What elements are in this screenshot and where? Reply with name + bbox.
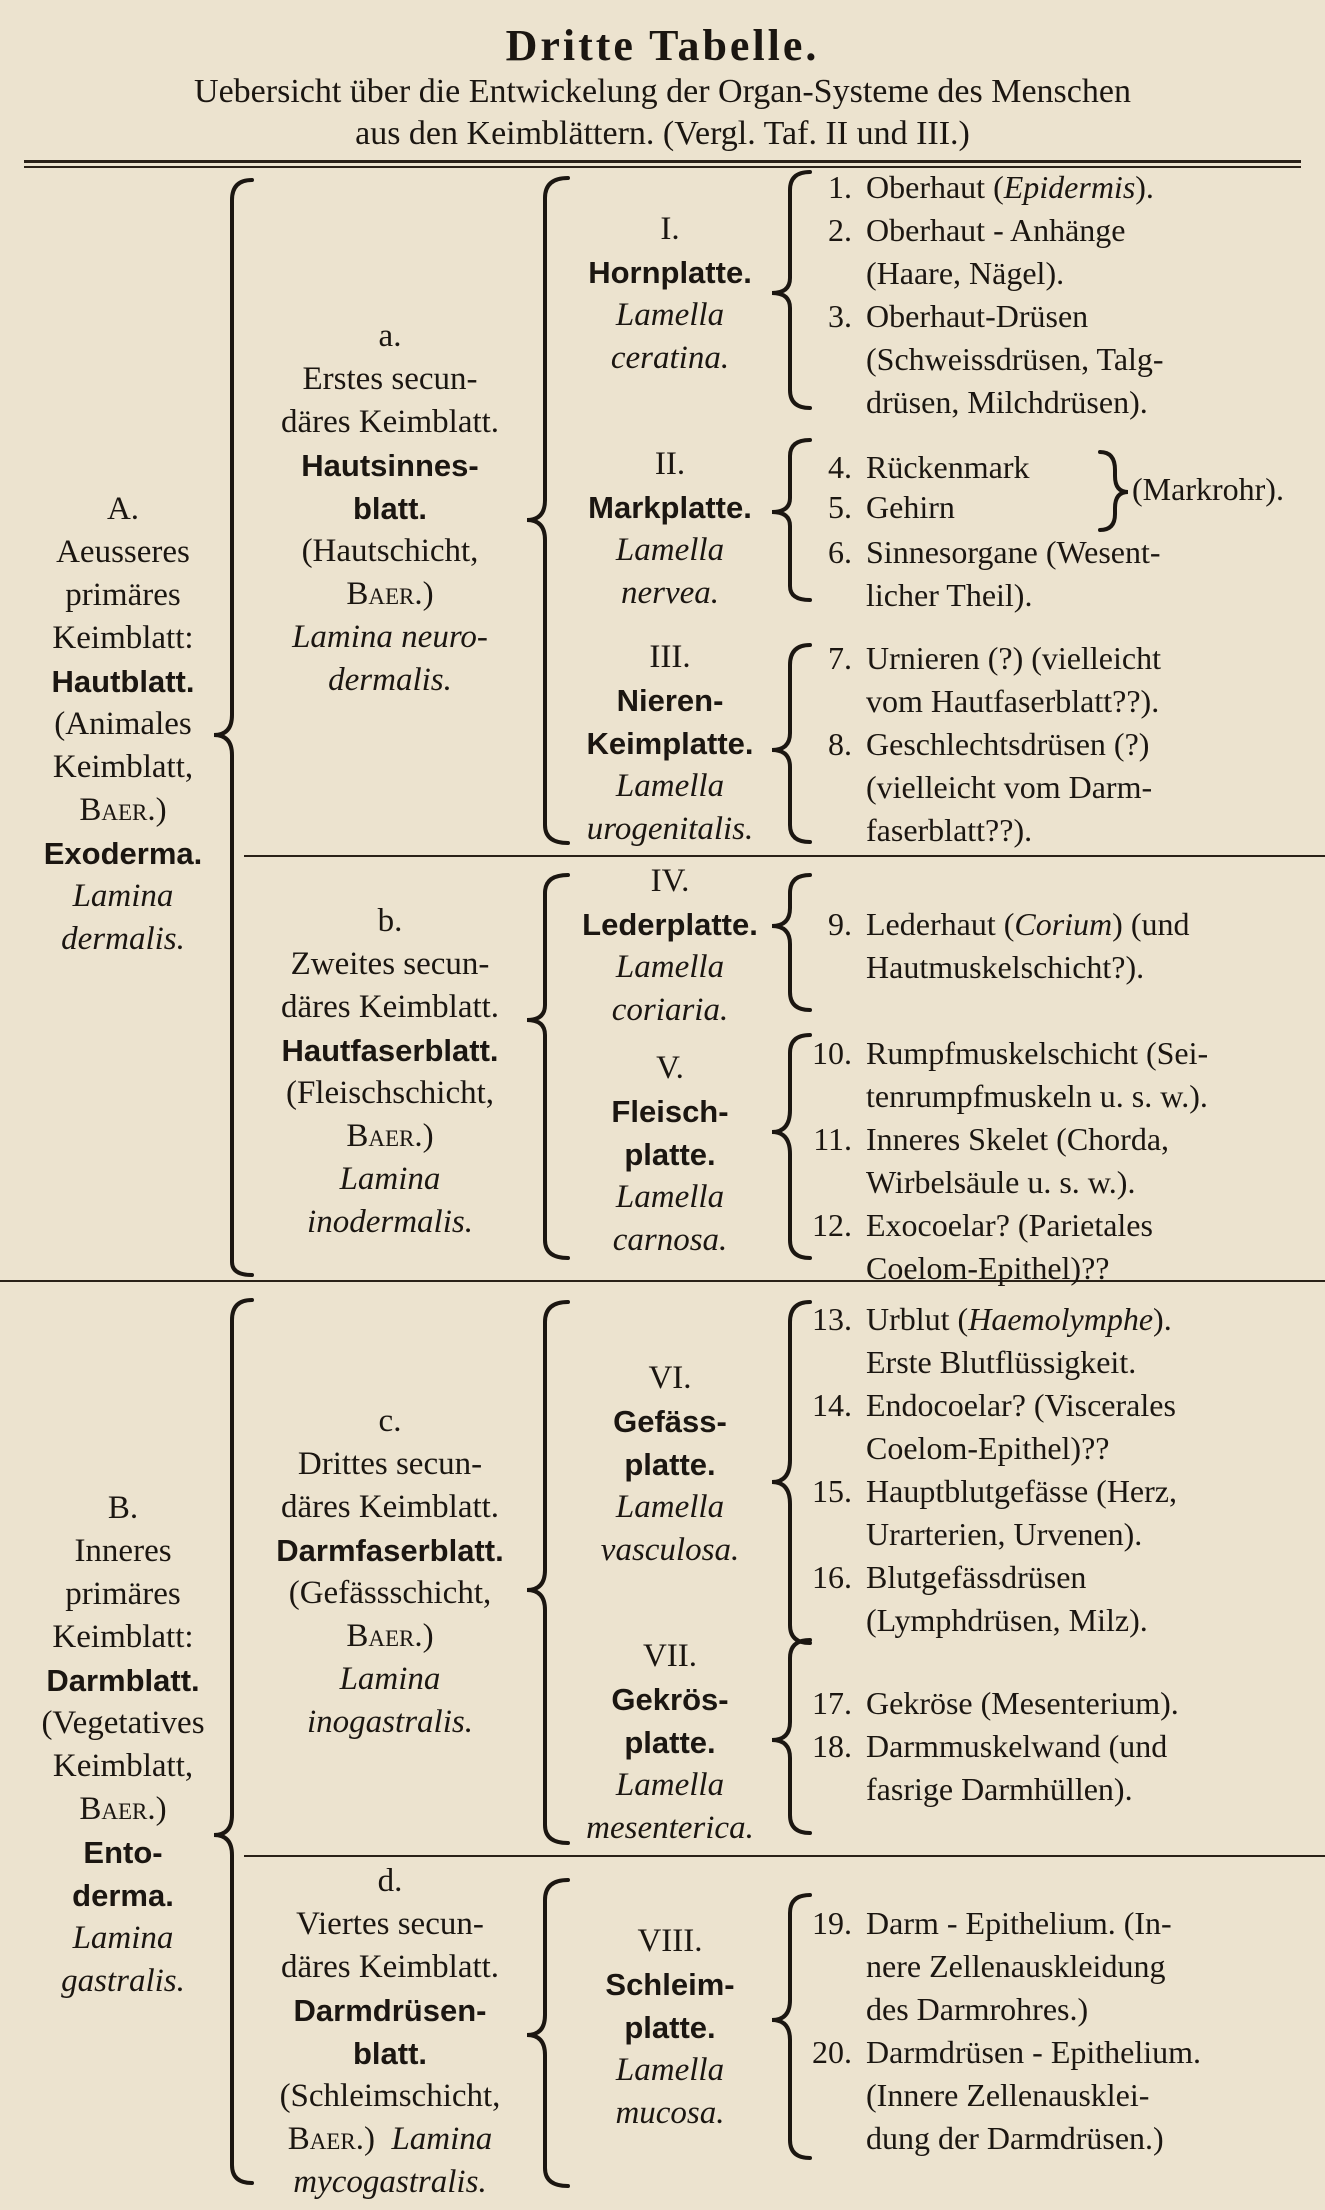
plate-3: III. Nieren- Keimplatte. Lamella urogenitalis.	[586, 639, 754, 847]
list-item: 19. Darm - Epithelium. (In- nere Zellenauskleidung des Darmrohres.)	[812, 1905, 1172, 2027]
list-item: 9. Lederhaut (Corium) (und Hautmuskelschicht?).	[828, 906, 1190, 985]
list-item: 5. Gehirn	[828, 489, 955, 525]
list-item: 20. Darmdrüsen - Epithelium. (Innere Zellenausklei- dung der Darmdrüsen.)	[812, 2034, 1202, 2156]
plate-6: VI. Gefäss- platte. Lamella vasculosa.	[600, 1360, 740, 1568]
plate-1: I. Hornplatte. Lamella ceratina.	[588, 211, 752, 376]
plate-5: V. Fleisch- platte. Lamella carnosa.	[611, 1050, 729, 1258]
list-item: 2. Oberhaut - Anhänge (Haare, Nägel).	[828, 212, 1126, 291]
list-item: 10. Rumpfmuskelschicht (Sei- tenrumpfmuskeln u. s. w.).	[812, 1035, 1209, 1114]
list-item: 15. Hauptblutgefässe (Herz, Urarterien, Urvenen).	[812, 1473, 1177, 1552]
markrohr-label: (Markrohr).	[1132, 471, 1284, 507]
list-item: 6. Sinnesorgane (Wesent- licher Theil).	[828, 534, 1161, 613]
plate-2: II. Markplatte. Lamella nervea.	[588, 446, 752, 611]
page-title: Dritte Tabelle.	[505, 21, 820, 70]
list-item: 7. Urnieren (?) (vielleicht vom Hautfaserblatt??).	[828, 640, 1161, 719]
list-item: 13. Urblut (Haemolymphe). Erste Blutflüssigkeit.	[812, 1301, 1172, 1380]
list-item: 3. Oberhaut-Drüsen (Schweissdrüsen, Talg- drüsen, Milchdrüsen).	[828, 298, 1164, 420]
organ-list	[800, 0, 1320, 2210]
list-item: 12. Exocoelar? (Parietales Coelom-Epithel)??	[812, 1207, 1153, 1286]
secondary-layer-c: c. Drittes secun- däres Keimblatt. Darmfaserblatt. (Gefässschicht, Baer.) Lamina inogastralis.	[276, 1403, 504, 1740]
subtitle-line-1: Uebersicht über die Entwickelung der Organ-Systeme des Menschen	[194, 73, 1131, 110]
list-item: 14. Endocoelar? (Viscerales Coelom-Epithel)??	[812, 1387, 1176, 1466]
list-item: 11. Inneres Skelet (Chorda, Wirbelsäule u. s. w.).	[813, 1121, 1170, 1200]
plate-7: VII. Gekrös- platte. Lamella mesenterica.	[586, 1638, 754, 1846]
secondary-layer-a: a. Erstes secun- däres Keimblatt. Hautsinnes- blatt. (Hautschicht, Baer.) Lamina neuro- dermalis.	[280, 318, 500, 698]
secondary-layer-d: d. Viertes secun- däres Keimblatt. Darmdrüsen- blatt. (Schleimschicht, Baer.) Lamina mycogastralis.	[279, 1863, 501, 2200]
subtitle-line-2: aus den Keimblättern. (Vergl. Taf. II und III.)	[355, 115, 970, 152]
plate-4: IV. Lederplatte. Lamella coriaria.	[582, 863, 758, 1028]
list-item: 1. Oberhaut (Epidermis).	[828, 169, 1154, 205]
list-item: 8. Geschlechtsdrüsen (?) (vielleicht vom Darm- faserblatt??).	[828, 726, 1153, 848]
primary-layer-b: B. Inneres primäres Keimblatt: Darmblatt. (Vegetatives Keimblatt, Baer.) Ento- derma. Lamina gastralis.	[41, 1490, 205, 1999]
list-item: 17. Gekröse (Mesenterium).	[812, 1685, 1179, 1721]
list-item: 4. Rückenmark	[828, 449, 1030, 485]
primary-layer-a: A. Aeusseres primäres Keimblatt: Hautblatt. (Animales Keimblatt, Baer.) Exoderma. Lamina dermalis.	[43, 491, 203, 957]
plate-8: VIII. Schleim- platte. Lamella mucosa.	[605, 1923, 735, 2131]
secondary-layer-b: b. Zweites secun- däres Keimblatt. Hautfaserblatt. (Fleischschicht, Baer.) Lamina inodermalis.	[280, 903, 500, 1240]
list-item: 18. Darmmuskelwand (und fasrige Darmhüllen).	[812, 1728, 1168, 1807]
list-item: 16. Blutgefässdrüsen (Lymphdrüsen, Milz).	[812, 1559, 1148, 1638]
